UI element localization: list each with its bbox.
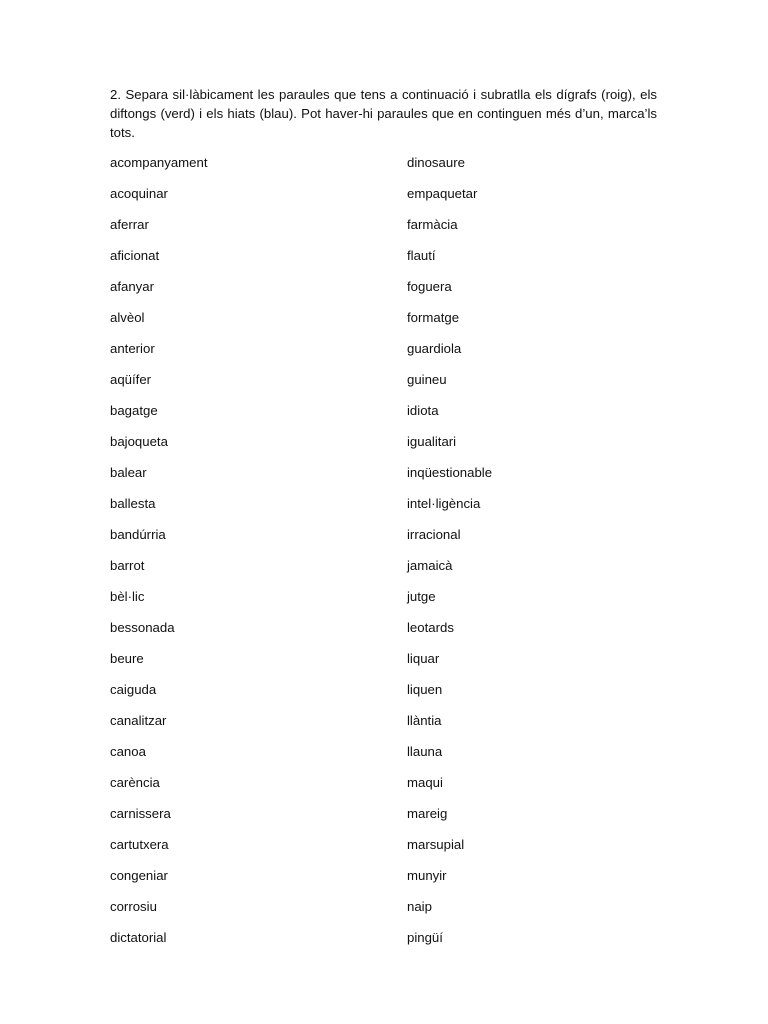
word-item: munyir [407, 868, 447, 883]
word-item: liquar [407, 651, 440, 666]
word-item: carnissera [110, 806, 171, 821]
word-item: leotards [407, 620, 454, 635]
word-item: irracional [407, 527, 461, 542]
word-item: aferrar [110, 217, 149, 232]
word-item: dinosaure [407, 155, 465, 170]
word-item: ballesta [110, 496, 156, 511]
word-item: alvèol [110, 310, 145, 325]
word-item: carència [110, 775, 160, 790]
word-item: acoquinar [110, 186, 168, 201]
word-item: maqui [407, 775, 443, 790]
word-item: marsupial [407, 837, 465, 852]
word-item: bandúrria [110, 527, 166, 542]
word-item: llauna [407, 744, 443, 759]
word-item: flautí [407, 248, 436, 263]
word-item: caiguda [110, 682, 157, 697]
word-item: bessonada [110, 620, 175, 635]
word-item: formatge [407, 310, 460, 325]
word-item: empaquetar [407, 186, 478, 201]
word-item: bagatge [110, 403, 158, 418]
word-item: foguera [407, 279, 452, 294]
word-item: guineu [407, 372, 447, 387]
word-item: mareig [407, 806, 448, 821]
word-item: beure [110, 651, 144, 666]
word-item: canoa [110, 744, 146, 759]
word-item: naip [407, 899, 432, 914]
word-item: balear [110, 465, 147, 480]
word-item: canalitzar [110, 713, 167, 728]
word-item: bajoqueta [110, 434, 168, 449]
word-item: afanyar [110, 279, 154, 294]
word-item: cartutxera [110, 837, 169, 852]
word-item: inqüestionable [407, 465, 493, 480]
word-item: jamaicà [407, 558, 453, 573]
word-item: acompanyament [110, 155, 208, 170]
word-list-left [110, 153, 390, 959]
word-item: congeniar [110, 868, 168, 883]
exercise-instructions: 2. Separa sil·làbicament les paraules que tens a continuació i subratlla els dígrafs (roig), els diftongs (verd) i els hiats (blau). Pot haver-hi paraules que en continguen més d’un, marca’ls tots. [110, 87, 657, 140]
word-item: aqüífer [110, 372, 152, 387]
word-item: guardiola [407, 341, 462, 356]
word-item: anterior [110, 341, 155, 356]
word-item: barrot [110, 558, 145, 573]
word-item: corrosiu [110, 899, 157, 914]
word-item: liquen [407, 682, 443, 697]
word-item: igualitari [407, 434, 457, 449]
word-item: aficionat [110, 248, 160, 263]
word-item: bèl·lic [110, 589, 145, 604]
word-item: pingüí [407, 930, 443, 945]
word-list-right [407, 153, 657, 959]
word-item: farmàcia [407, 217, 458, 232]
word-item: jutge [407, 589, 436, 604]
word-item: intel·ligència [407, 496, 481, 511]
word-item: idiota [407, 403, 439, 418]
word-item: llàntia [407, 713, 442, 728]
word-item: dictatorial [110, 930, 167, 945]
